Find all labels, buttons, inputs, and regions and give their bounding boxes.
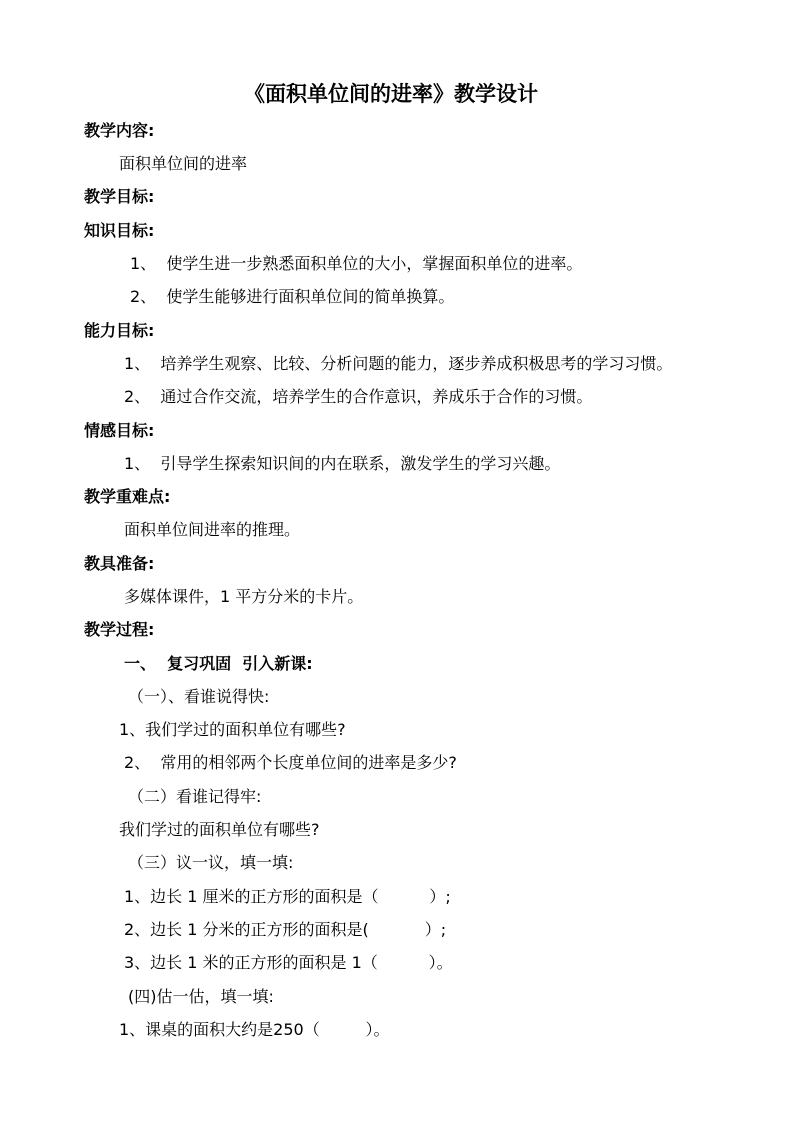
question-3: 我们学过的面积单位有哪些? xyxy=(119,820,320,839)
document-title: 《面积单位间的进率》教学设计 xyxy=(244,82,538,106)
teaching-process-heading: 教学过程: xyxy=(84,620,155,639)
teaching-tools-heading: 教具准备: xyxy=(84,554,155,573)
fill-blank-2: 2、边长 1 分米的正方形的面积是( ）; xyxy=(124,920,447,939)
ability-goal-1: 1、 培养学生观察、比较、分析问题的能力，逐步养成积极思考的学习习惯。 xyxy=(124,354,673,373)
section-4-heading: (四)估一估，填一填: xyxy=(128,987,274,1006)
question-1: 1、我们学过的面积单位有哪些? xyxy=(119,720,346,739)
key-points-heading: 教学重难点: xyxy=(84,487,171,506)
section-1-heading: （一）、看谁说得快: xyxy=(128,687,270,706)
ability-goals-heading: 能力目标: xyxy=(84,321,155,340)
knowledge-goals-heading: 知识目标: xyxy=(84,221,155,240)
emotion-goals-heading: 情感目标: xyxy=(84,421,155,440)
ability-goal-2: 2、 通过合作交流，培养学生的合作意识，养成乐于合作的习惯。 xyxy=(124,387,593,406)
step-1-heading: 一、 复习巩固 引入新课: xyxy=(124,654,313,673)
knowledge-goal-2: 2、 使学生能够进行面积单位间的简单换算。 xyxy=(130,287,455,306)
knowledge-goal-1: 1、 使学生进一步熟悉面积单位的大小，掌握面积单位的进率。 xyxy=(130,254,583,273)
emotion-goal-1: 1、 引导学生探索知识间的内在联系，激发学生的学习兴趣。 xyxy=(124,454,561,473)
teaching-goals-heading: 教学目标: xyxy=(84,187,155,206)
fill-blank-3: 3、边长 1 米的正方形的面积是 1（ ）。 xyxy=(124,953,453,972)
teaching-content-heading: 教学内容: xyxy=(84,121,155,140)
section-3-heading: （三）议一议，填一填: xyxy=(128,853,294,872)
teaching-tools-text: 多媒体课件，1 平方分米的卡片。 xyxy=(124,587,364,606)
question-2: 2、 常用的相邻两个长度单位间的进率是多少? xyxy=(124,753,457,772)
section-2-heading: （二）看谁记得牢: xyxy=(128,787,262,806)
fill-blank-1: 1、边长 1 厘米的正方形的面积是（ ）; xyxy=(124,887,451,906)
teaching-content-text: 面积单位间的进率 xyxy=(119,154,248,173)
estimate-1: 1、课桌的面积大约是250（ ）。 xyxy=(119,1020,390,1039)
key-points-text: 面积单位间进率的推理。 xyxy=(124,520,301,539)
